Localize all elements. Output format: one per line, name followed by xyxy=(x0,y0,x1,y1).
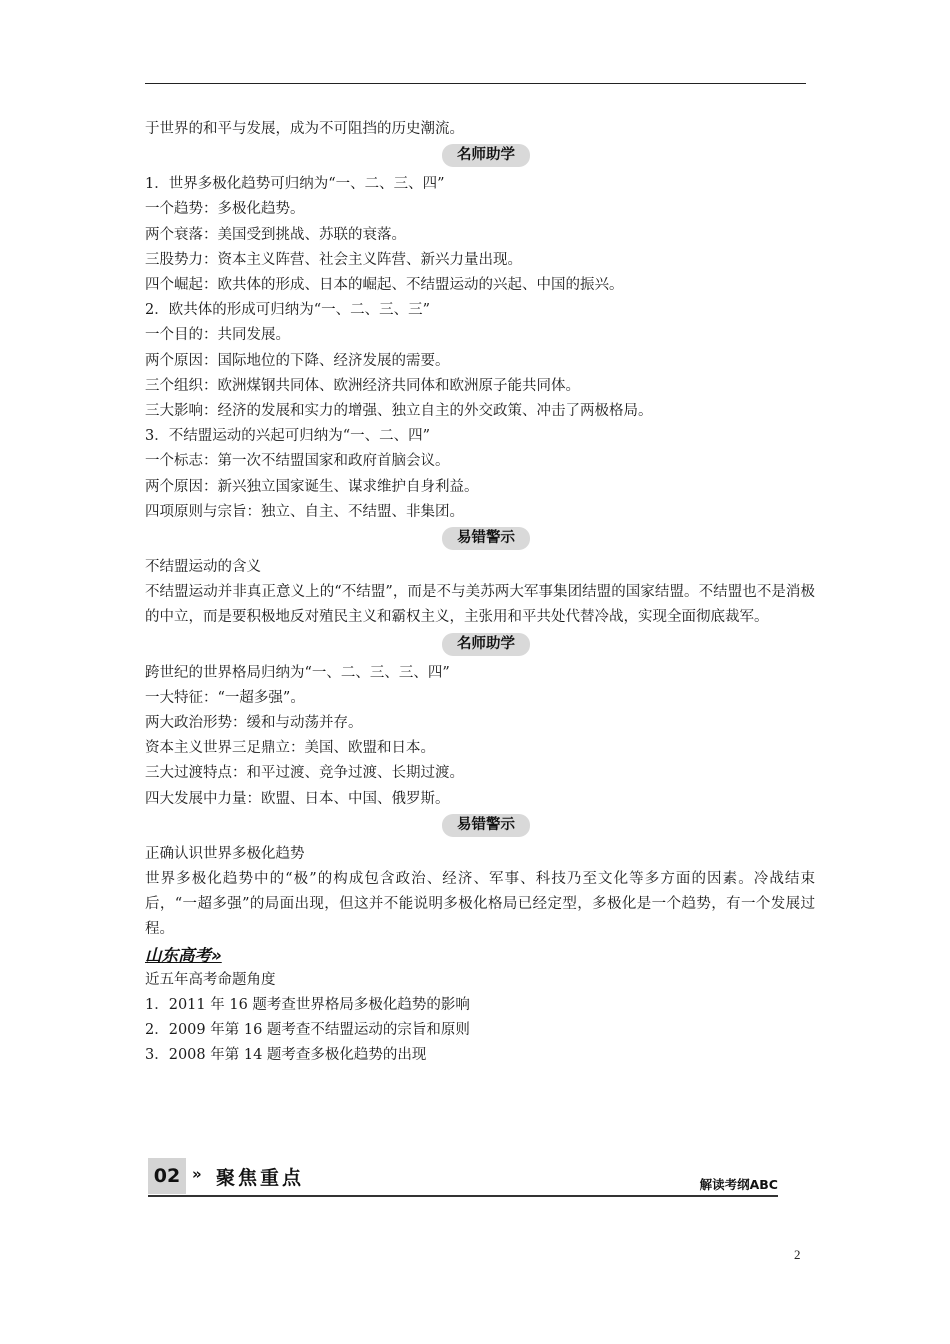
box2-heading: 不结盟运动的含义 xyxy=(145,559,261,576)
page-number: 2 xyxy=(794,1247,801,1262)
box1-line: 四项原则与宗旨：独立、自主、不结盟、非集团。 xyxy=(145,503,464,520)
box3-tag: 名师助学 xyxy=(442,633,530,656)
shandong-subtitle: 近五年高考命题角度 xyxy=(145,971,276,988)
focus-section-header xyxy=(148,1158,778,1198)
box3-line: 三大过渡特点：和平过渡、竞争过渡、长期过渡。 xyxy=(145,765,464,782)
box1-line: 三大影响：经济的发展和实力的增强、独立自主的外交政策、冲击了两极格局。 xyxy=(145,403,653,420)
focus-title: 聚焦重点 xyxy=(216,1167,305,1189)
header-rule xyxy=(145,83,806,84)
box1-line: 三股势力：资本主义阵营、社会主义阵营、新兴力量出现。 xyxy=(145,251,522,268)
shandong-item: 1．2011 年 16 题考查世界格局多极化趋势的影响 xyxy=(145,996,470,1013)
box1-line: 一个趋势：多极化趋势。 xyxy=(145,201,305,218)
box1-line: 3．不结盟运动的兴起可归纳为“一、二、四” xyxy=(145,428,431,445)
box3-line: 一大特征：“一超多强”。 xyxy=(145,689,305,706)
intro-line: 于世界的和平与发展，成为不可阻挡的历史潮流。 xyxy=(145,121,464,137)
box4-tag-wrap xyxy=(145,813,815,840)
focus-subtitle: 解读考纲ABC xyxy=(699,1177,778,1192)
focus-underline xyxy=(148,1195,778,1197)
box2-tag: 易错警示 xyxy=(442,527,530,550)
box1-tag: 名师助学 xyxy=(442,144,530,167)
shandong-item: 2．2009 年第 16 题考查不结盟运动的宗旨和原则 xyxy=(145,1022,470,1039)
box1-line: 2．欧共体的形成可归纳为“一、二、三、三” xyxy=(145,302,431,319)
shandong-title: 山东高考» xyxy=(145,945,222,965)
box3-line: 两大政治形势：缓和与动荡并存。 xyxy=(145,715,363,732)
focus-number-badge: 02 xyxy=(148,1158,186,1194)
box3-tag-wrap xyxy=(145,632,815,659)
box1-line: 两个原因：国际地位的下降、经济发展的需要。 xyxy=(145,352,450,369)
box3-line: 资本主义世界三足鼎立：美国、欧盟和日本。 xyxy=(145,740,435,757)
box1-tag-wrap xyxy=(145,143,815,170)
shandong-item: 3．2008 年第 14 题考查多极化趋势的出现 xyxy=(145,1047,427,1064)
box1-line: 三个组织：欧洲煤钢共同体、欧洲经济共同体和欧洲原子能共同体。 xyxy=(145,377,580,394)
box1-line: 一个目的：共同发展。 xyxy=(145,327,290,344)
box1-line: 1．世界多极化趋势可归纳为“一、二、三、四” xyxy=(145,176,445,193)
box1-line: 两个衰落：美国受到挑战、苏联的衰落。 xyxy=(145,226,406,243)
box2-tag-wrap xyxy=(145,526,815,553)
document-body xyxy=(145,117,815,1069)
double-chevron-icon: » xyxy=(192,1165,202,1183)
box3-line: 跨世纪的世界格局归纳为“一、二、三、三、四” xyxy=(145,664,450,681)
box1-line: 一个标志：第一次不结盟国家和政府首脑会议。 xyxy=(145,453,450,470)
box1-line: 四个崛起：欧共体的形成、日本的崛起、不结盟运动的兴起、中国的振兴。 xyxy=(145,277,624,294)
box4-paragraph: 世界多极化趋势中的“极”的构成包含政治、经济、军事、科技乃至文化等多方面的因素。冷战结束后，“一超多强”的局面出现，但这并不能说明多极化格局已经定型，多极化是一个趋势，有一个发展过程。 xyxy=(145,871,815,938)
box1-line: 两个原因：新兴独立国家诞生、谋求维护自身利益。 xyxy=(145,478,479,495)
box4-tag: 易错警示 xyxy=(442,814,530,837)
box3-line: 四大发展中力量：欧盟、日本、中国、俄罗斯。 xyxy=(145,790,450,807)
box2-paragraph: 不结盟运动并非真正意义上的“不结盟”，而是不与美苏两大军事集团结盟的国家结盟。不结盟也不是消极的中立，而是要积极地反对殖民主义和霸权主义，主张用和平共处代替冷战，实现全面彻底裁军。 xyxy=(145,584,815,626)
box4-heading: 正确认识世界多极化趋势 xyxy=(145,845,305,862)
